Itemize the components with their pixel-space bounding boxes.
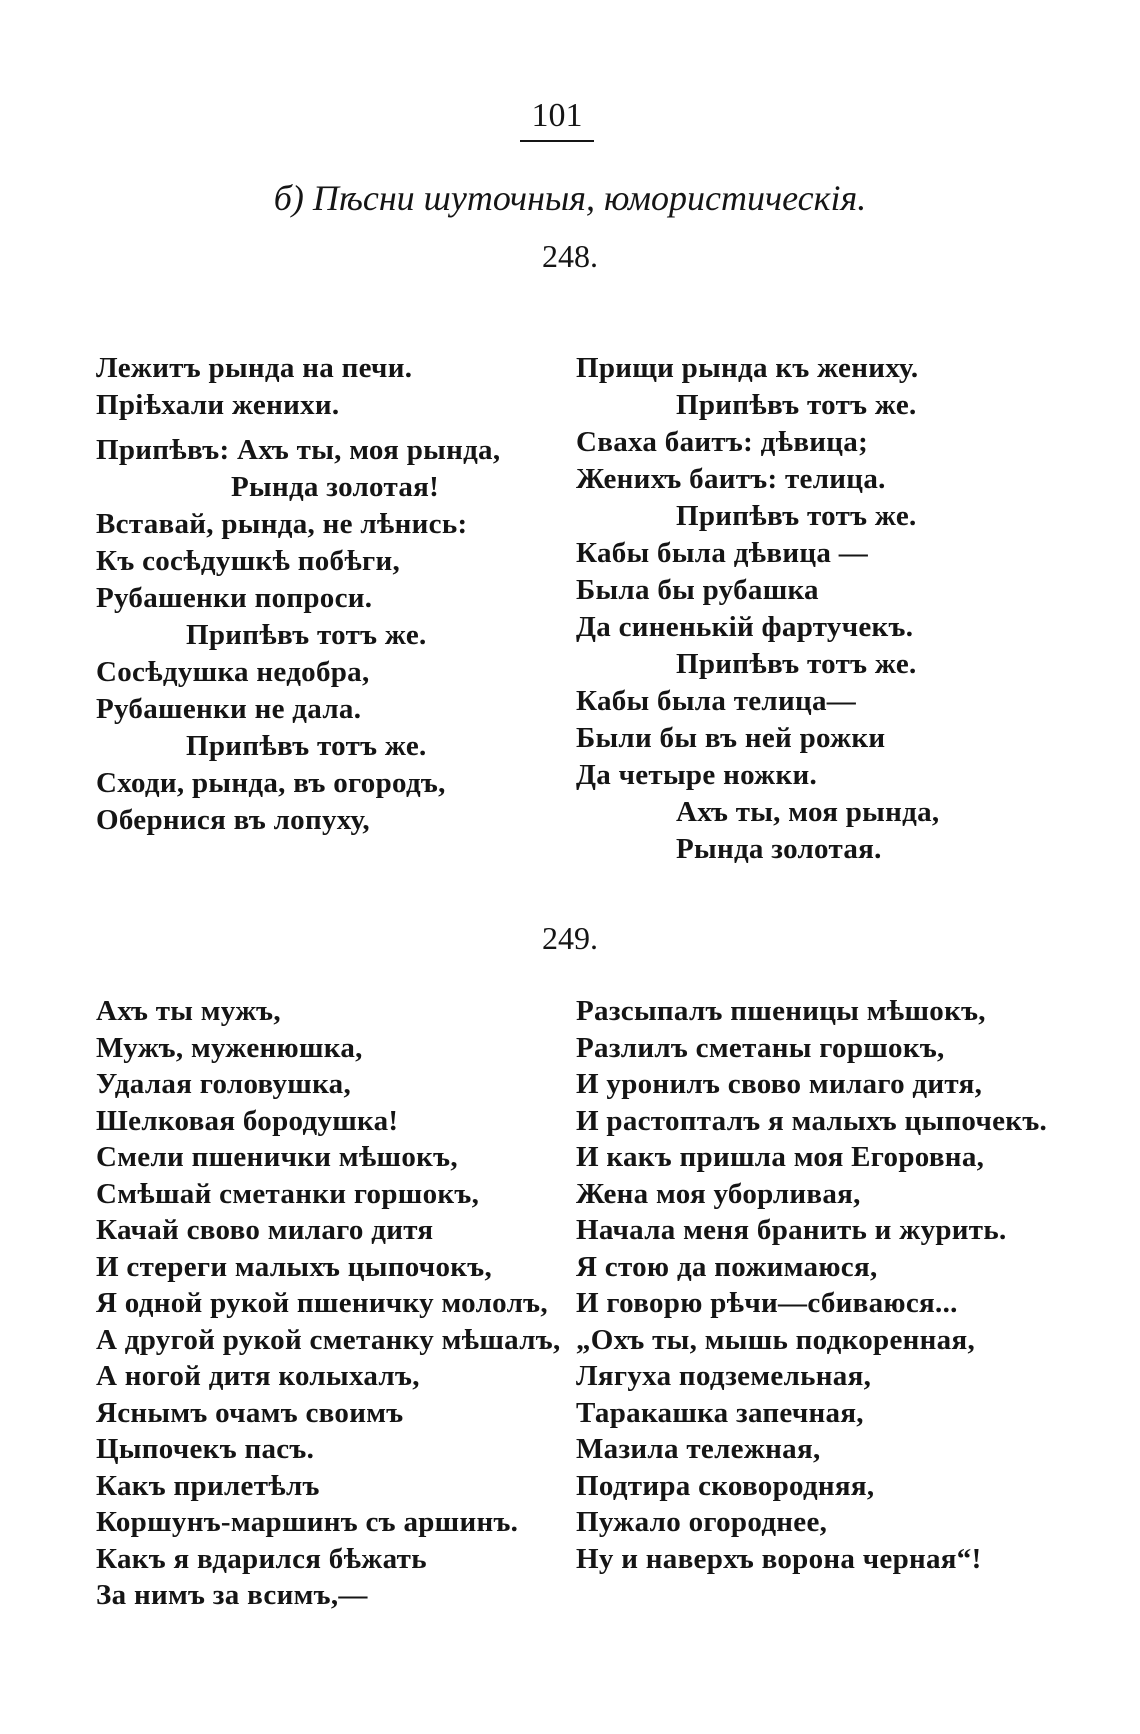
verse-line: Смѣшай сметанки горшокъ, xyxy=(96,1177,480,1210)
refrain-line: Припѣвъ тотъ же. xyxy=(186,619,427,651)
verse-line: Шелковая бородушка! xyxy=(96,1104,399,1137)
verse-line: Коршунъ-маршинъ съ аршинъ. xyxy=(96,1506,519,1538)
song-249-right-column xyxy=(576,993,1076,1577)
song-number-249: 249. xyxy=(542,920,598,956)
verse-line: Сходи, рында, въ огородъ, xyxy=(96,767,446,799)
refrain-line: Припѣвъ тотъ же. xyxy=(676,648,917,680)
verse-line: Удалая головушка, xyxy=(96,1068,352,1100)
verse-line: Кабы была телица— xyxy=(576,685,857,717)
verse-line: Я одной рукой пшеничку мололъ, xyxy=(96,1287,548,1319)
refrain-line: Припѣвъ тотъ же. xyxy=(676,389,917,421)
verse-line: И какъ пришла моя Егоровна, xyxy=(576,1141,985,1173)
verse-line: Вставай, рында, не лѣнись: xyxy=(96,508,468,540)
verse-line: Разсыпалъ пшеницы мѣшокъ, xyxy=(576,995,986,1027)
verse-line: Были бы въ ней рожки xyxy=(576,722,886,754)
song-248-right-column xyxy=(576,350,1076,868)
verse-line: Обернися въ лопуху, xyxy=(96,804,370,836)
verse-line: Лежитъ рында на печи. xyxy=(96,352,413,384)
section-title: б) Пѣсни шуточныя, юмористическія. xyxy=(273,178,867,218)
verse-line: Качай свово милаго дитя xyxy=(96,1214,434,1246)
verse-line: Разлилъ сметаны горшокъ, xyxy=(576,1031,945,1064)
verse-line: Пужало огороднее, xyxy=(576,1506,828,1538)
verse-line: Припѣвъ: Ахъ ты, моя рында, xyxy=(96,434,501,466)
verse-line: Начала меня бранить и журить. xyxy=(576,1214,1007,1246)
verse-line: Я стою да пожимаюся, xyxy=(576,1250,878,1283)
refrain-line: Припѣвъ тотъ же. xyxy=(186,730,427,762)
verse-line: Жена моя уборливая, xyxy=(576,1177,861,1210)
verse-line: Да синенькiй фартучекъ. xyxy=(576,611,914,643)
verse-line: Рубашенки попроси. xyxy=(96,582,373,614)
verse-line: Рубашенки не дала. xyxy=(96,693,362,725)
verse-line: Лягуха подземельная, xyxy=(576,1360,872,1392)
page-number: 101 xyxy=(520,96,594,142)
refrain-line: Рында золотая. xyxy=(676,833,882,865)
verse-line: А другой рукой сметанку мѣшалъ, xyxy=(96,1323,561,1356)
verse-line: И стереги малыхъ цыпочокъ, xyxy=(96,1250,493,1283)
refrain-line: Ахъ ты, моя рында, xyxy=(676,796,940,828)
verse-line: Кабы была дѣвица — xyxy=(576,537,869,569)
verse-line: Ну и наверхъ ворона черная“! xyxy=(576,1542,982,1575)
verse-line: Какъ я вдарился бѣжать xyxy=(96,1542,427,1575)
refrain-line: Припѣвъ тотъ же. xyxy=(676,500,917,532)
verse-line: Прищи рында къ жениху. xyxy=(576,352,919,384)
verse-line: Да четыре ножки. xyxy=(576,759,818,791)
verse-line: Сваха баитъ: дѣвица; xyxy=(576,426,869,458)
song-248-left-column xyxy=(96,350,556,839)
verse-line: Яснымъ очамъ своимъ xyxy=(96,1396,404,1429)
verse-line: Подтира сковородняя, xyxy=(576,1469,875,1502)
verse-line: Мужъ, муженюшка, xyxy=(96,1031,363,1064)
verse-line: Къ сосѣдушкѣ побѣги, xyxy=(96,545,401,577)
song-number-248: 248. xyxy=(542,238,598,274)
verse-line: Ахъ ты мужъ, xyxy=(96,995,281,1027)
verse-line: И растопталъ я малыхъ цыпочекъ. xyxy=(576,1104,1048,1137)
verse-line: Смели пшенички мѣшокъ, xyxy=(96,1141,458,1173)
verse-line: „Охъ ты, мышь подкоренная, xyxy=(576,1323,975,1356)
verse-line: И говорю рѣчи—сбиваюся... xyxy=(576,1287,958,1319)
verse-line: За нимъ за всимъ,— xyxy=(96,1579,368,1611)
verse-line: Цыпочекъ пасъ. xyxy=(96,1433,315,1465)
verse-line: Мазила тележная, xyxy=(576,1433,821,1465)
verse-line: Сосѣдушка недобра, xyxy=(96,656,370,688)
verse-line: Какъ прилетѣлъ xyxy=(96,1469,320,1502)
verse-line: Рында золотая! xyxy=(231,471,440,503)
verse-line: Была бы рубашка xyxy=(576,574,819,606)
verse-line: Таракашка запечная, xyxy=(576,1396,864,1429)
verse-line: А ногой дитя колыхалъ, xyxy=(96,1360,420,1392)
verse-line: И уронилъ свово милаго дитя, xyxy=(576,1068,983,1100)
verse-line: Прiѣхали женихи. xyxy=(96,389,340,421)
verse-line: Женихъ баитъ: телица. xyxy=(576,463,886,495)
song-249-left-column xyxy=(96,993,566,1614)
